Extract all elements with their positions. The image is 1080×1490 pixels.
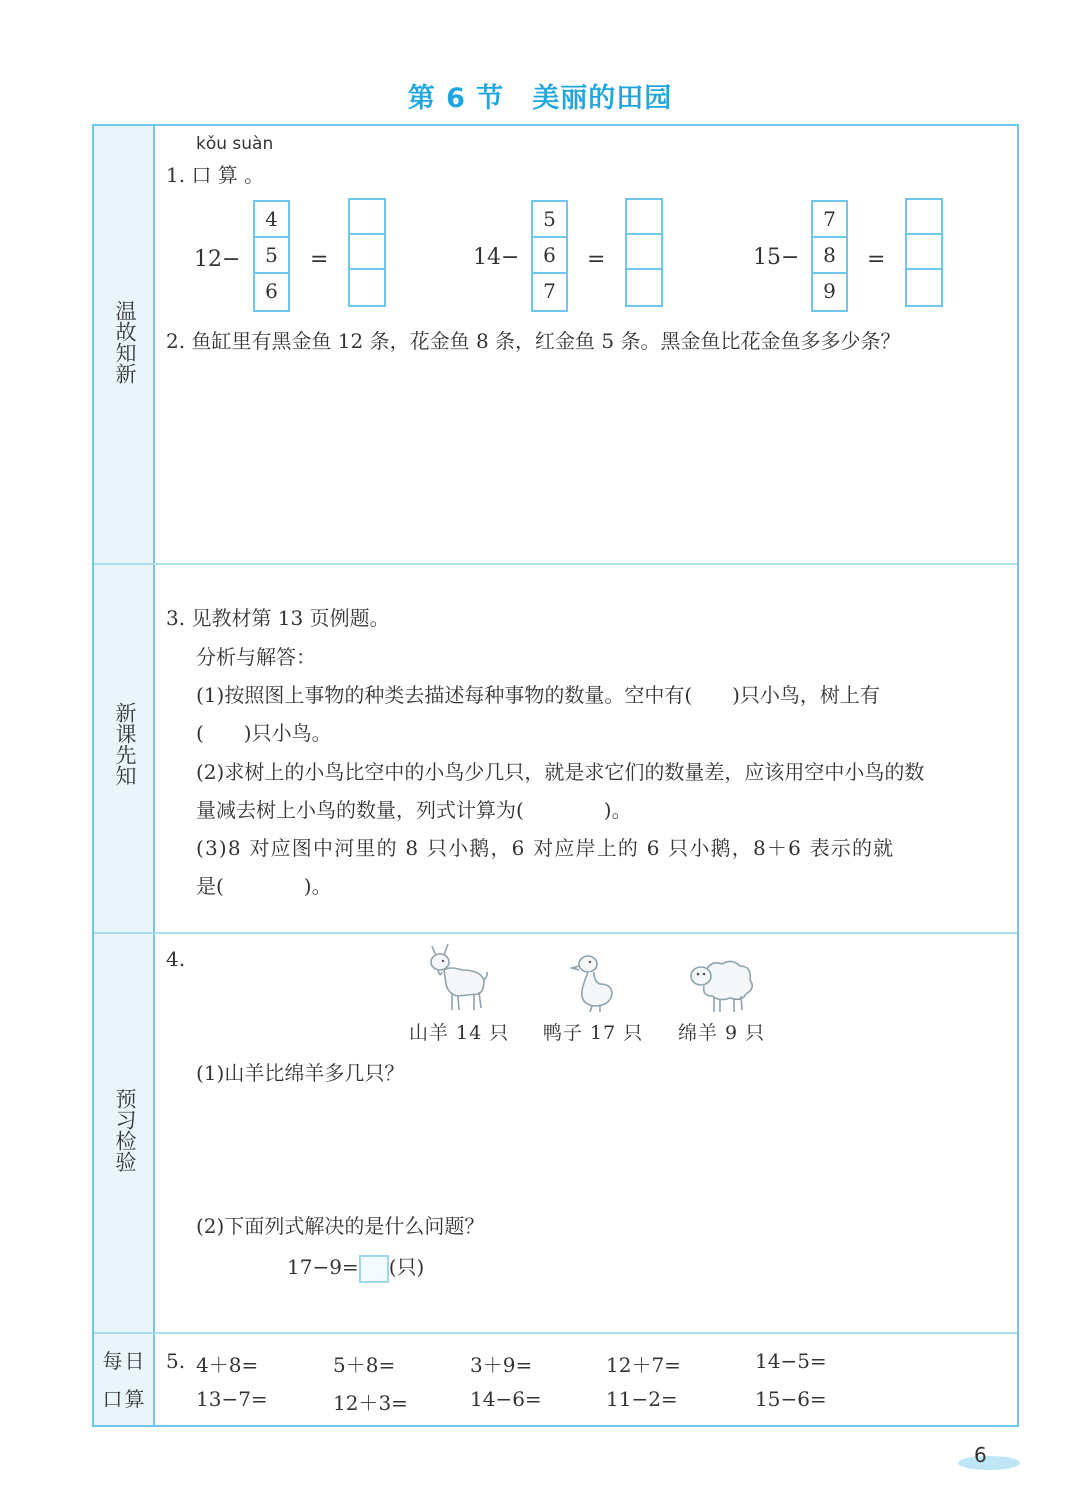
q3-paragraph: (1)按照图上事物的种类去描述每种事物的数量。空中有( )只小鸟，树上有 (196, 683, 880, 707)
subtrahend-cell: 6 (533, 238, 566, 274)
subtrahend-cell: 7 (813, 202, 846, 238)
answer-box[interactable] (359, 1255, 389, 1283)
animal-caption: 鸭子 17 只 (543, 1022, 644, 1044)
q4-label: 4. (166, 947, 186, 971)
calc-item: 14−5= (755, 1349, 827, 1373)
answer-column[interactable] (348, 198, 386, 307)
calc-item: 12＋7= (606, 1353, 681, 1377)
section-label-text: 温故知新 (113, 300, 137, 384)
sheep-icon (686, 956, 758, 1016)
equals-sign: = (867, 247, 886, 272)
calc-item: 12＋3= (333, 1391, 408, 1415)
subtrahend-cell: 7 (543, 279, 556, 303)
equals-sign: = (310, 247, 329, 272)
worksheet-frame (92, 124, 1019, 1427)
q4-sub-question: (2)下面列式解决的是什么问题？ (196, 1214, 485, 1238)
calc-item: 4＋8= (196, 1353, 259, 1377)
formula-text: 17−9= (287, 1255, 359, 1279)
duck-icon (568, 950, 618, 1014)
section-label-new-lesson (94, 702, 155, 791)
calc-item: 13−7= (196, 1387, 268, 1411)
q1-minuend: 14− (473, 245, 520, 270)
answer-box[interactable] (627, 270, 661, 305)
subtrahend-cell: 8 (813, 238, 846, 274)
formula-unit: (只) (388, 1255, 425, 1279)
page-number-decoration (958, 1456, 1020, 1470)
q4-formula (287, 1251, 424, 1283)
pinyin-annotation: kǒu suàn (196, 134, 274, 154)
subtrahend-column (811, 200, 848, 312)
section-label-text: 每日口算 (102, 1349, 147, 1411)
divider (94, 563, 1017, 565)
answer-box[interactable] (907, 235, 941, 270)
section-title: 美丽的田园 (532, 83, 673, 114)
q3-title: 3. 见教材第 13 页例题。 (166, 606, 390, 630)
section-label-text: 新课先知 (113, 702, 137, 786)
q3-paragraph: (2)求树上的小鸟比空中的小鸟少几只，就是求它们的数量差，应该用空中小鸟的数 (196, 760, 925, 784)
calc-item: 3＋9= (470, 1353, 533, 1377)
q1-minuend: 15− (753, 245, 800, 270)
q4-sub-question: (1)山羊比绵羊多几只？ (196, 1061, 405, 1085)
answer-column[interactable] (625, 198, 663, 307)
subtrahend-cell: 5 (255, 238, 288, 274)
divider (94, 1332, 1017, 1334)
q1-label: 1. 口 算 。 (166, 163, 265, 187)
answer-box[interactable] (350, 270, 384, 305)
answer-box[interactable] (627, 235, 661, 270)
animal-caption: 绵羊 9 只 (678, 1022, 766, 1044)
goat-icon (422, 940, 492, 1016)
section-label-preview (94, 1088, 155, 1177)
section-label-daily (94, 1342, 155, 1418)
section-label-review (94, 300, 155, 389)
q3-paragraph: (3)8 对应图中河里的 8 只小鹅，6 对应岸上的 6 只小鹅，8＋6 表示的就 (196, 836, 895, 860)
q3-paragraph: 量减去树上小鸟的数量，列式计算为( )。 (196, 798, 632, 822)
q2-text: 2. 鱼缸里有黑金鱼 12 条，花金鱼 8 条，红金鱼 5 条。黑金鱼比花金鱼多多少条？ (166, 329, 901, 353)
animal-caption: 山羊 14 只 (409, 1022, 510, 1044)
calc-item: 15−6= (755, 1387, 827, 1411)
divider (94, 932, 1017, 934)
subtrahend-cell: 9 (823, 279, 836, 303)
section-number: 第 6 节 (407, 83, 505, 114)
q1-minuend: 12− (194, 247, 241, 272)
page-title (0, 76, 1080, 115)
answer-box[interactable] (627, 200, 661, 235)
page-number: 6 (974, 1443, 987, 1467)
answer-column[interactable] (905, 198, 943, 307)
q3-subtitle: 分析与解答： (196, 645, 316, 669)
answer-box[interactable] (350, 200, 384, 235)
subtrahend-column (253, 200, 290, 312)
subtrahend-cell: 4 (255, 202, 288, 238)
q3-paragraph: ( )只小鸟。 (196, 721, 332, 745)
equals-sign: = (587, 247, 606, 272)
answer-box[interactable] (907, 200, 941, 235)
q5-label: 5. (166, 1349, 186, 1373)
answer-box[interactable] (907, 270, 941, 305)
calc-item: 5＋8= (333, 1353, 396, 1377)
subtrahend-cell: 5 (533, 202, 566, 238)
subtrahend-column (531, 200, 568, 312)
section-label-text: 预习检验 (113, 1088, 137, 1172)
subtrahend-cell: 6 (265, 279, 278, 303)
calc-item: 11−2= (606, 1387, 678, 1411)
q3-paragraph: 是( )。 (196, 874, 332, 898)
calc-item: 14−6= (470, 1387, 542, 1411)
answer-box[interactable] (350, 235, 384, 270)
